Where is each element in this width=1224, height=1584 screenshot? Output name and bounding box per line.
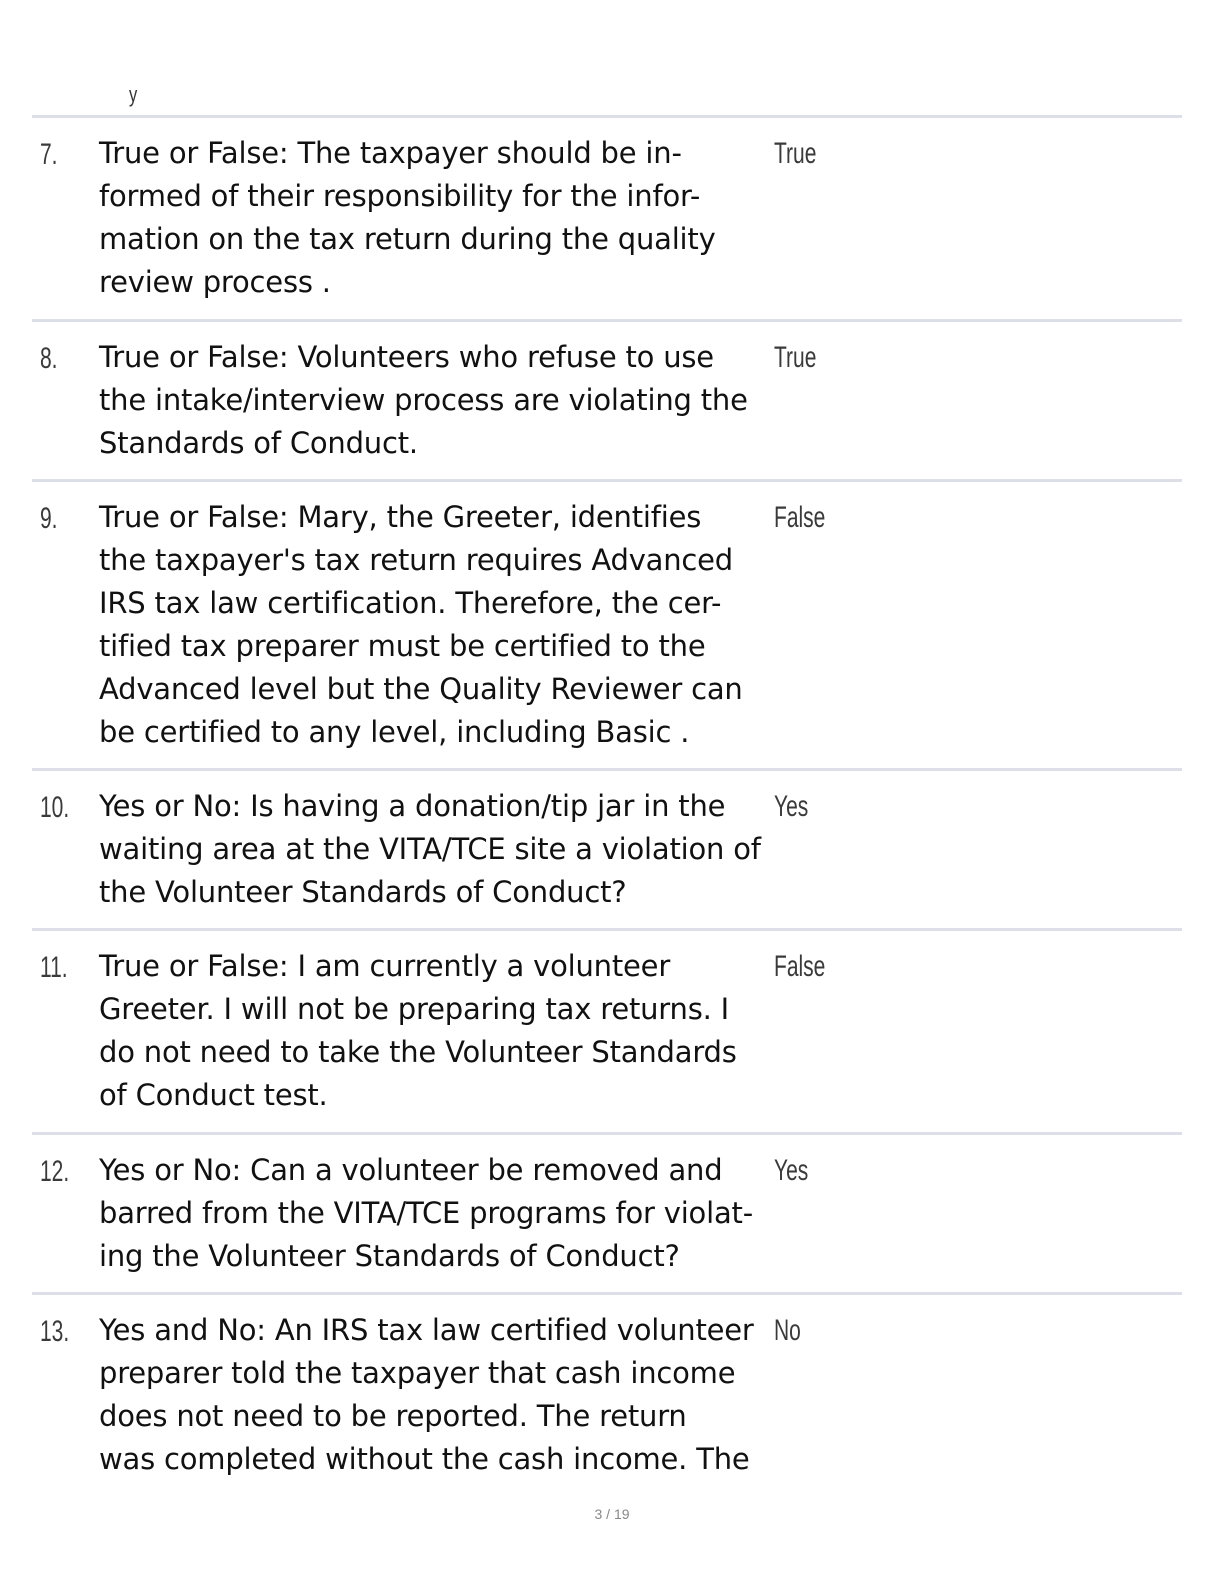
question-row-11 xyxy=(32,931,1182,1135)
question-text: True or False: Volunteers who refuse to use the intake/interview process are violating the Standards of Conduct. xyxy=(99,340,748,460)
answer-text: No xyxy=(774,1314,801,1347)
question-number: 9. xyxy=(40,502,58,535)
question-number: 13. xyxy=(40,1315,70,1348)
question-text: True or False: Mary, the Greeter, identifies the taxpayer's tax return requires Advanced IRS tax law certification. Therefore, the cer- tified tax preparer must be certified to the Advanced level but the Quality Reviewer can be certified to any level, including Basic . xyxy=(99,500,743,749)
question-text: True or False: The taxpayer should be in- formed of their responsibility for the infor- mation on the tax return during the quality review process . xyxy=(99,136,716,299)
question-number: 7. xyxy=(40,138,58,171)
question-text: True or False: I am currently a volunteer Greeter. I will not be preparing tax returns. I do not need to take the Volunteer Standards of Conduct test. xyxy=(99,949,737,1112)
question-row-10 xyxy=(32,771,1182,931)
question-text: Yes and No: An IRS tax law certified volunteer preparer told the taxpayer that cash income does not need to be reported. The return was completed without the cash income. The xyxy=(99,1313,754,1476)
question-text: Yes or No: Can a volunteer be removed and barred from the VITA/TCE programs for violat- ing the Volunteer Standards of Conduct? xyxy=(99,1153,753,1273)
answer-text: Yes xyxy=(774,1154,809,1187)
question-row-9 xyxy=(32,482,1182,771)
question-table xyxy=(32,115,1182,1485)
page-number: 3 / 19 xyxy=(594,1506,630,1522)
question-number: 8. xyxy=(40,342,58,375)
answer-text: True xyxy=(774,137,817,170)
answer-text: False xyxy=(774,501,826,534)
question-number: 10. xyxy=(40,791,70,824)
question-number: 11. xyxy=(40,951,68,984)
question-row-12 xyxy=(32,1135,1182,1295)
question-number: 12. xyxy=(40,1155,70,1188)
answer-text: True xyxy=(774,341,817,374)
answer-text: False xyxy=(774,950,826,983)
question-row-7 xyxy=(32,118,1182,322)
previous-page-fragment: y xyxy=(129,82,138,107)
question-text: Yes or No: Is having a donation/tip jar in the waiting area at the VITA/TCE site a violation of the Volunteer Standards of Conduct? xyxy=(99,789,761,909)
question-row-13 xyxy=(32,1295,1182,1485)
question-row-8 xyxy=(32,322,1182,482)
answer-text: Yes xyxy=(774,790,809,823)
